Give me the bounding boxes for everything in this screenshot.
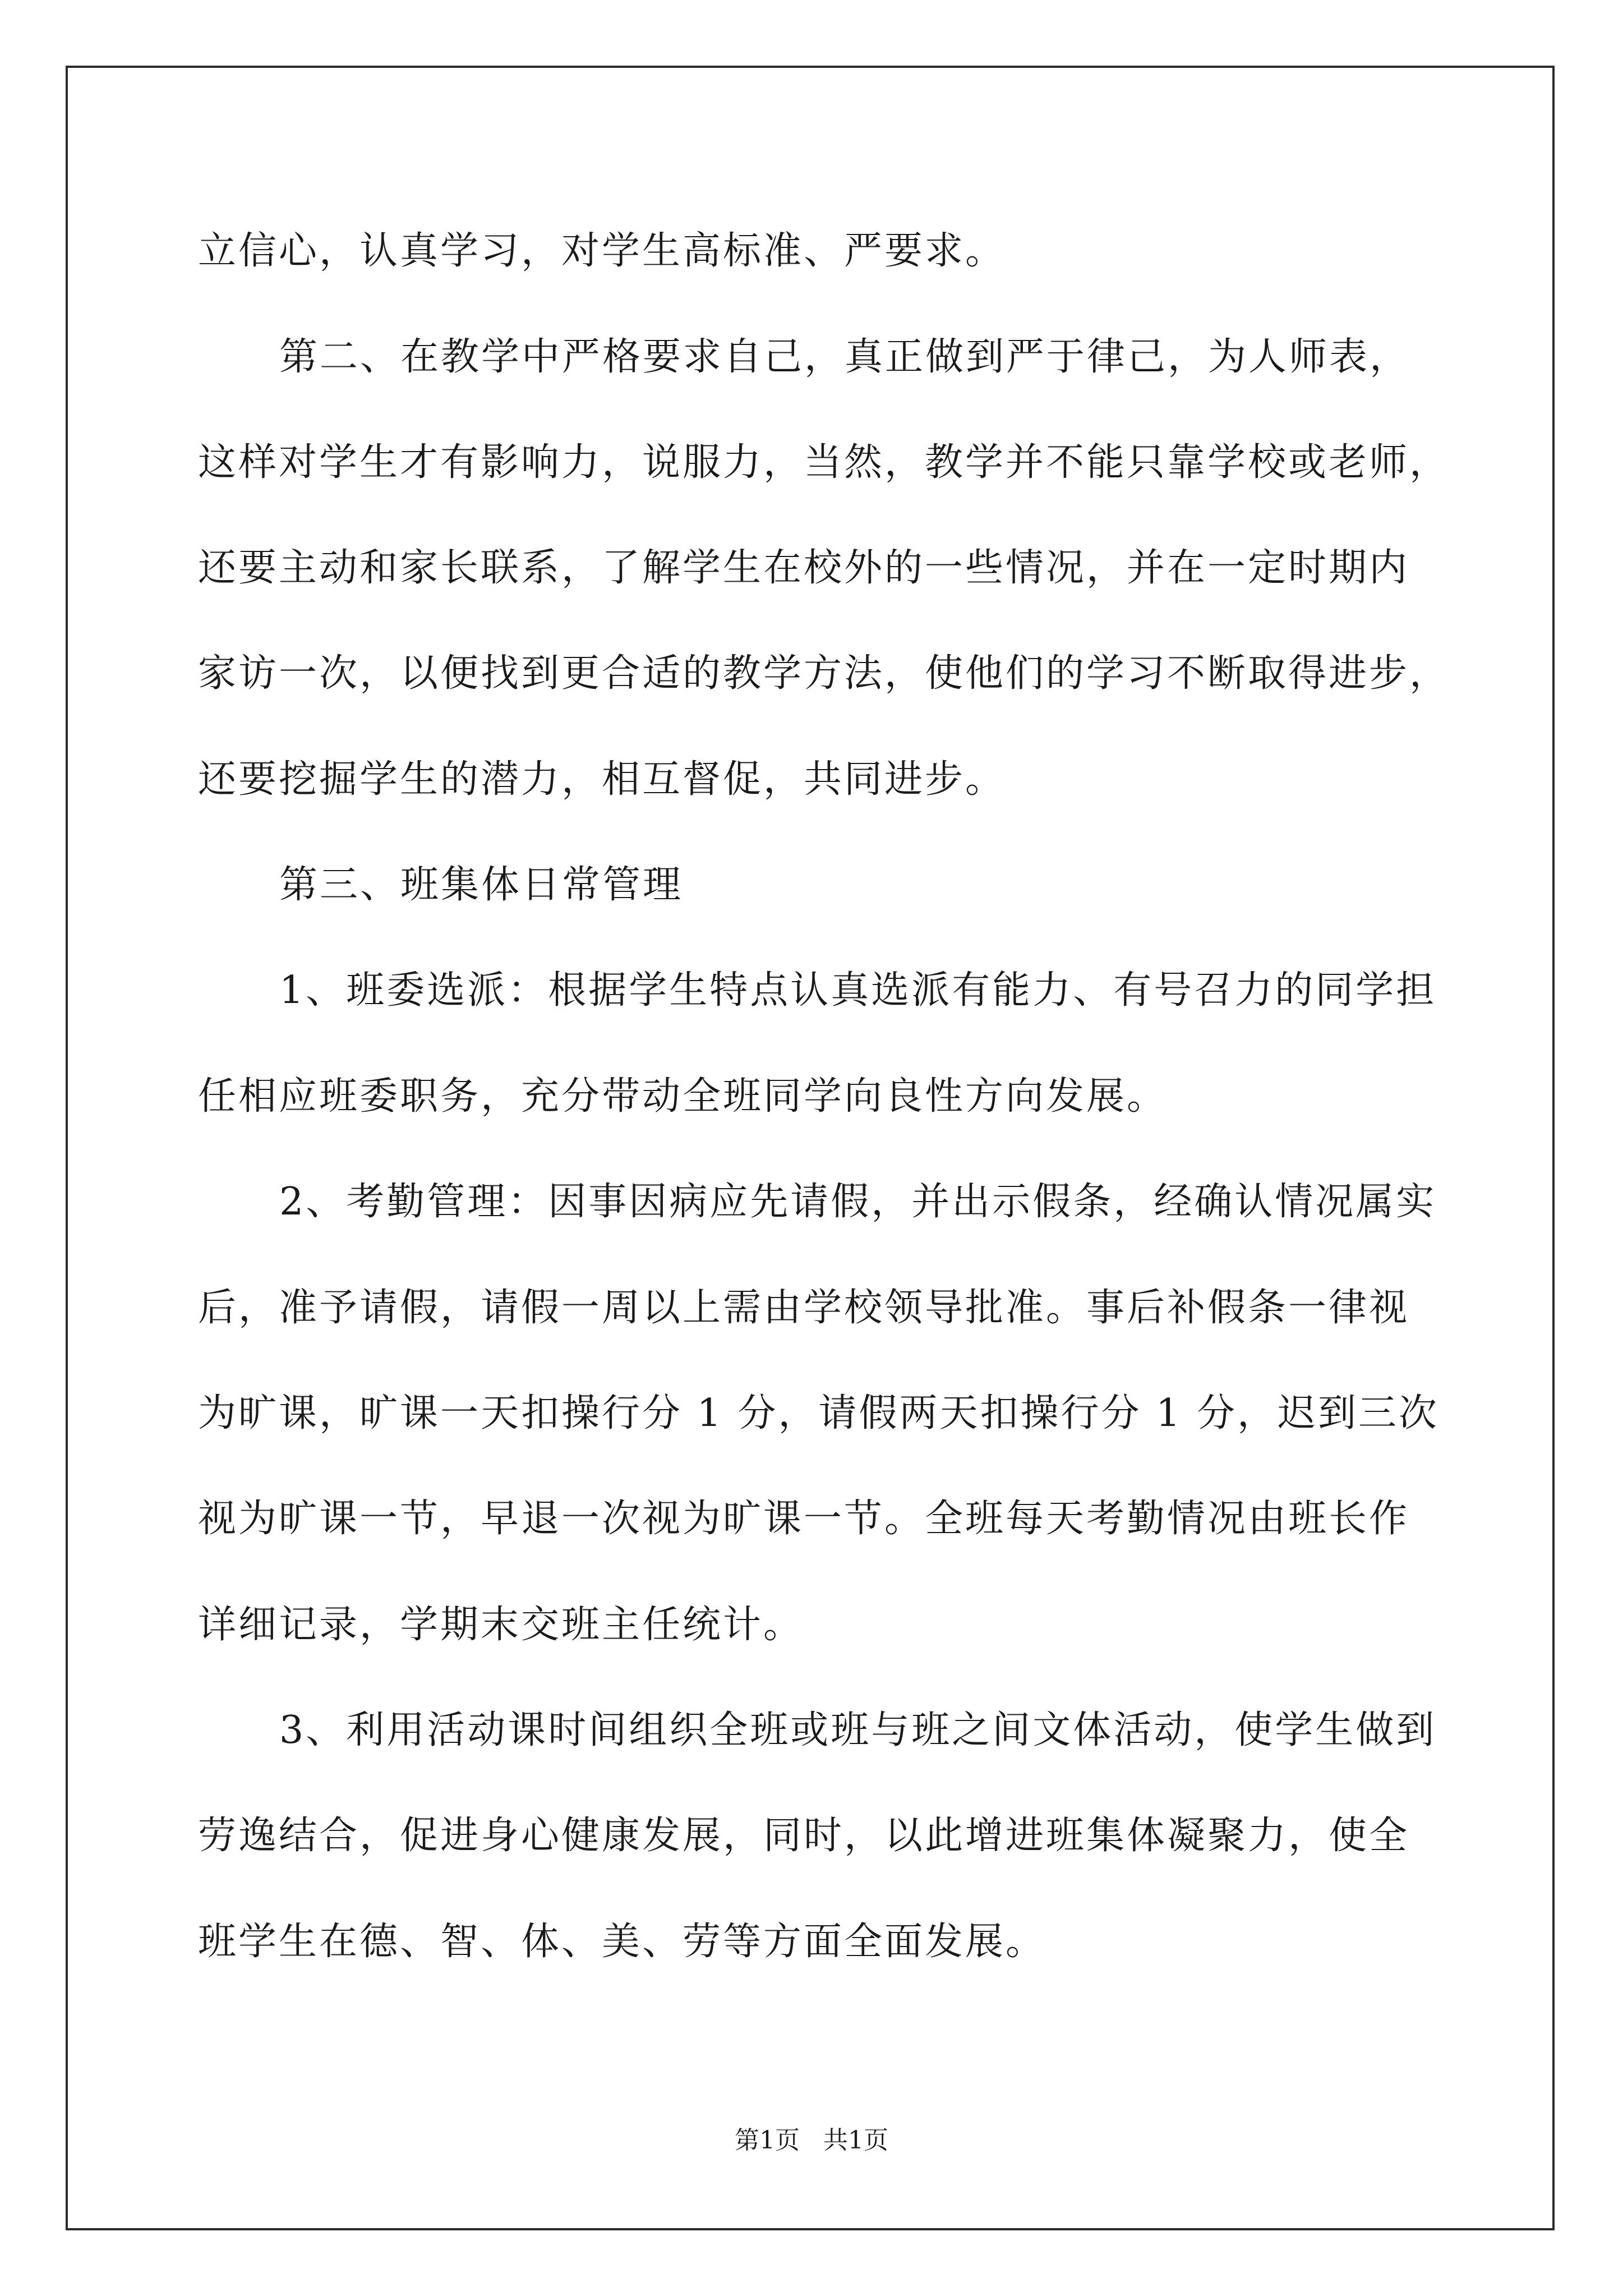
text-line: 还要挖掘学生的潜力，相互督促，共同进步。 xyxy=(198,757,1006,802)
text-line: 详细记录，学期末交班主任统计。 xyxy=(198,1603,804,1647)
text-line: 这样对学生才有影响力，说服力，当然，教学并不能只靠学校或老师， xyxy=(198,440,1450,485)
text-line: 3、利用活动课时间组织全班或班与班之间文体活动，使学生做到 xyxy=(279,1708,1437,1752)
text-line: 任相应班委职务，充分带动全班同学向良性方向发展。 xyxy=(198,1074,1168,1119)
text-line: 家访一次，以便找到更合适的教学方法，使他们的学习不断取得进步， xyxy=(198,651,1450,696)
page-border xyxy=(66,66,1555,2230)
text-line: 后，准予请假，请假一周以上需由学校领导批准。事后补假条一律视 xyxy=(198,1286,1410,1330)
text-line: 第二、在教学中严格要求自己，真正做到严于律己，为人师表， xyxy=(279,335,1410,379)
text-line: 班学生在德、智、体、美、劳等方面全面发展。 xyxy=(198,1920,1046,1964)
text-line: 为旷课，旷课一天扣操行分 1 分，请假两天扣操行分 1 分，迟到三次 xyxy=(198,1391,1439,1435)
text-line: 立信心，认真学习，对学生高标准、严要求。 xyxy=(198,229,1006,273)
text-line: 视为旷课一节，早退一次视为旷课一节。全班每天考勤情况由班长作 xyxy=(198,1497,1410,1541)
text-line: 2、考勤管理：因事因病应先请假，并出示假条，经确认情况属实 xyxy=(279,1180,1437,1224)
text-line: 1、班委选派：根据学生特点认真选派有能力、有号召力的同学担 xyxy=(279,968,1437,1013)
text-line: 第三、班集体日常管理 xyxy=(279,863,684,907)
text-line: 劳逸结合，促进身心健康发展，同时，以此增进班集体凝聚力，使全 xyxy=(198,1814,1410,1858)
text-line: 还要主动和家长联系，了解学生在校外的一些情况，并在一定时期内 xyxy=(198,546,1410,590)
page-number-footer: 第1页 共1页 xyxy=(735,2126,888,2155)
